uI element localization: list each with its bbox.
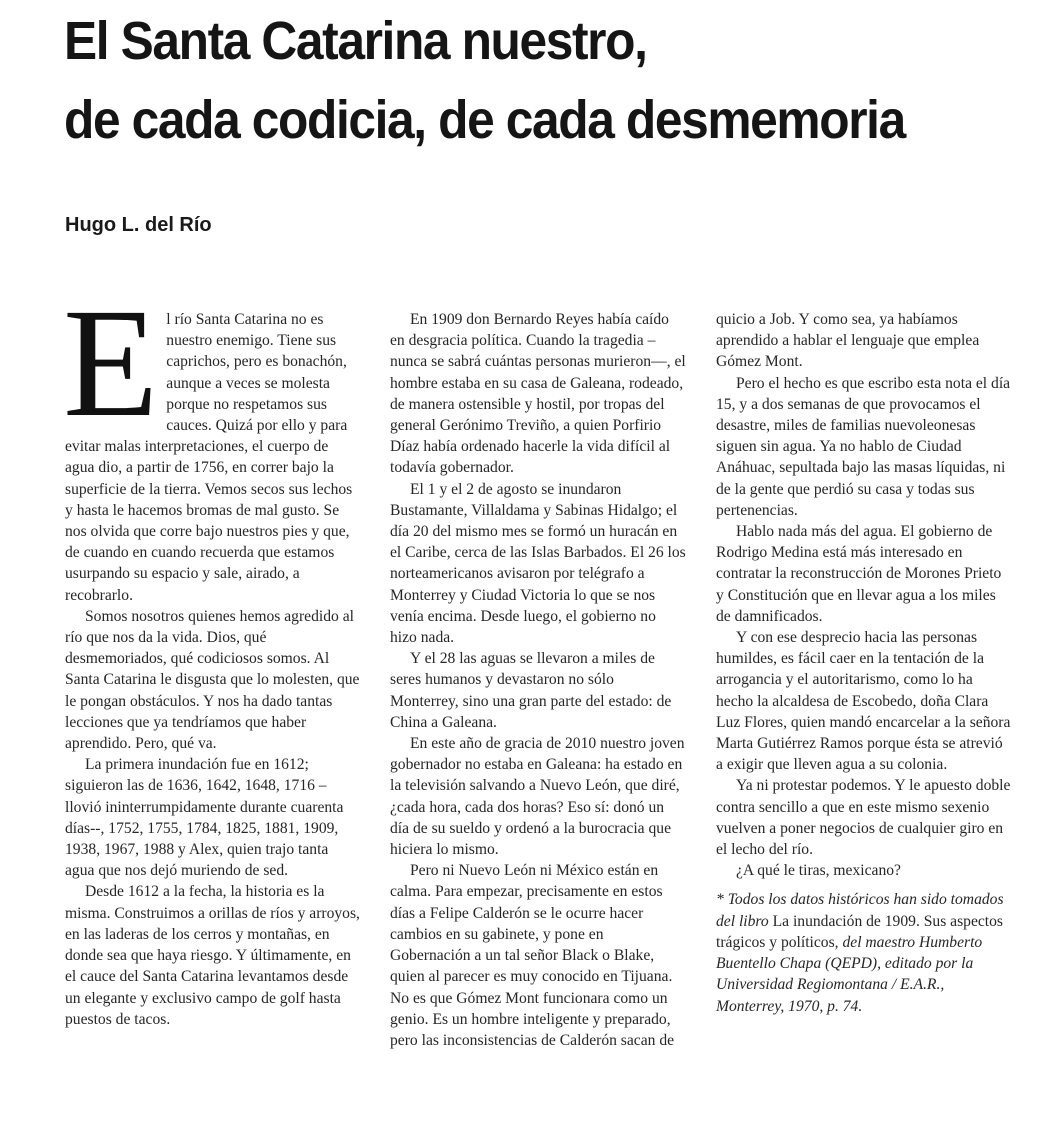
paragraph: Desde 1612 a la fecha, la historia es la misma. Construimos a orillas de ríos y arroyos, en las laderas de los cerros y montañas, en donde sea que haya riesgo. Y últimamente, en el cauce del Santa Catarina levantamos desde un elegante y exclusivo campo de golf hasta puestos de tacos. <box>65 883 360 1028</box>
paragraph-text: l río Santa Catarina no es nuestro enemigo. Tiene sus caprichos, pero es bonachón, aunque a veces se molesta porque no respetamos sus cauces. Quizá por ello y para evitar malas interpretaciones, el cuerpo de agua dio, a partir de 1756, en correr bajo la superficie de la tierra. Vemos secos sus lechos y hasta le hacemos bromas de mal gusto. Se nos olvida que corre bajo nuestros pies y que, de cuando en cuando recuerda que estamos usurpando su espacio y sale, airado, a recobrarlo. <box>65 311 353 604</box>
paragraph: quicio a Job. Y como sea, ya habíamos aprendido a hablar el lenguaje que emplea Gómez Mont. <box>716 311 980 371</box>
paragraph: Somos nosotros quienes hemos agredido al río que nos da la vida. Dios, qué desmemoriados, qué codiciosos somos. Al Santa Catarina le disgusta que lo molesten, que le pongan obstáculos. Y nos ha dado tantas lecciones que ya tendríamos que haber aprendido. Pero, qué va. <box>65 607 360 753</box>
paragraph: Pero el hecho es que escribo esta nota el día 15, y a dos semanas de que provocamos el desastre, miles de familias nuevoleonesas siguen sin agua. Ya no hablo de Ciudad Anáhuac, sepultada bajo las masas líquidas, ni de la gente que perdió su casa y todas sus pertenencias. <box>716 374 1011 519</box>
paragraph: Y el 28 las aguas se llevaron a miles de seres humanos y devastaron no sólo Monterrey, sino una gran parte del estado: de China a Galeana. <box>390 650 672 731</box>
author-byline: Hugo L. del Río <box>65 214 212 236</box>
paragraph: En este año de gracia de 2010 nuestro joven gobernador no estaba en Galeana: ha estado en la televisión salvando a Nuevo León, que diré, ¿cada hora, cada dos horas? Eso sí: donó un día de su sueldo y ordenó a la burocracia que hiciera lo mismo. <box>390 735 685 859</box>
paragraph: Ya ni protestar podemos. Y le apuesto doble contra sencillo a que en este mismo sexenio vuelven a poner negocios de cualquier giro en el lecho del río. <box>716 777 1011 859</box>
column-3 <box>716 309 1012 1017</box>
title-line-2: de cada codicia, de cada desmemoria <box>64 90 905 150</box>
footnote-book-title: La inundación de 1909. Sus aspectos trágicos y políticos, <box>716 912 1003 951</box>
footnote-part: * Todos los datos históricos han sido tomados del libro <box>716 891 1004 930</box>
title-line-1: El Santa Catarina nuestro, <box>64 11 647 71</box>
column-1 <box>63 276 361 1030</box>
column-2 <box>390 309 686 1051</box>
footnote-part: del maestro Humberto Buentello Chapa (QEPD), editado por la Universidad Regiomontana / E.A.R., Monterrey, 1970, p. 74. <box>716 933 983 1015</box>
paragraph: Hablo nada más del agua. El gobierno de Rodrigo Medina está más interesado en contratar la reconstrucción de Morones Prieto y Constitución que en llevar agua a los miles de damnificados. <box>716 523 1002 625</box>
footnote <box>716 889 1012 1016</box>
paragraph: ¿A qué le tiras, mexicano? <box>736 862 901 880</box>
paragraph: En 1909 don Bernardo Reyes había caído en desgracia política. Cuando la tragedia –nunca se sabrá cuántas personas murieron—, el hombre estaba en su casa de Galeana, rodeado, de manera ostensible y hostil, por tropas del general Gerónimo Treviño, a quien Porfirio Díaz había ordenado hacerle la vida difícil al todavía gobernador. <box>390 311 686 477</box>
paragraph: La primera inundación fue en 1612; siguieron las de 1636, 1642, 1648, 1716 –llovió ininterrumpidamente durante cuarenta días--, 1752, 1755, 1784, 1825, 1881, 1909, 1938, 1967, 1988 y Alex, quien trajo tanta agua que nos dejó muriendo de sed. <box>65 756 344 880</box>
paragraph: El 1 y el 2 de agosto se inundaron Bustamante, Villaldama y Sabinas Hidalgo; el día 20 del mismo mes se formó un huracán en el Caribe, cerca de las Islas Barbados. El 26 los norteamericanos avisaron por telégrafo a Monterrey y Ciudad Victoria lo que se nos venía encima. Desde luego, el gobierno no hizo nada. <box>390 480 686 647</box>
article-title <box>64 2 966 160</box>
paragraph <box>63 276 361 606</box>
paragraph: Pero ni Nuevo León ni México están en calma. Para empezar, precisamente en estos días a Felipe Calderón se le ocurre hacer cambios en su gabinete, y pone en Gobernación a un tal señor Black o Blake, quien al parecer es muy conocido en Tijuana. No es que Gómez Mont funcionara como un genio. Es un hombre inteligente y preparado, pero las inconsistencias de Calderón sacan de <box>390 862 675 1049</box>
paragraph: Y con ese desprecio hacia las personas humildes, es fácil caer en la tentación de la arrogancia y el autoritarismo, como lo ha hecho la alcaldesa de Escobedo, doña Clara Luz Flores, quien mandó encarcelar a la señora Marta Gutiérrez Ramos porque ésta se atrevió a exigir que lleven agua a su colonia. <box>716 629 1011 774</box>
drop-cap: E <box>63 276 159 449</box>
